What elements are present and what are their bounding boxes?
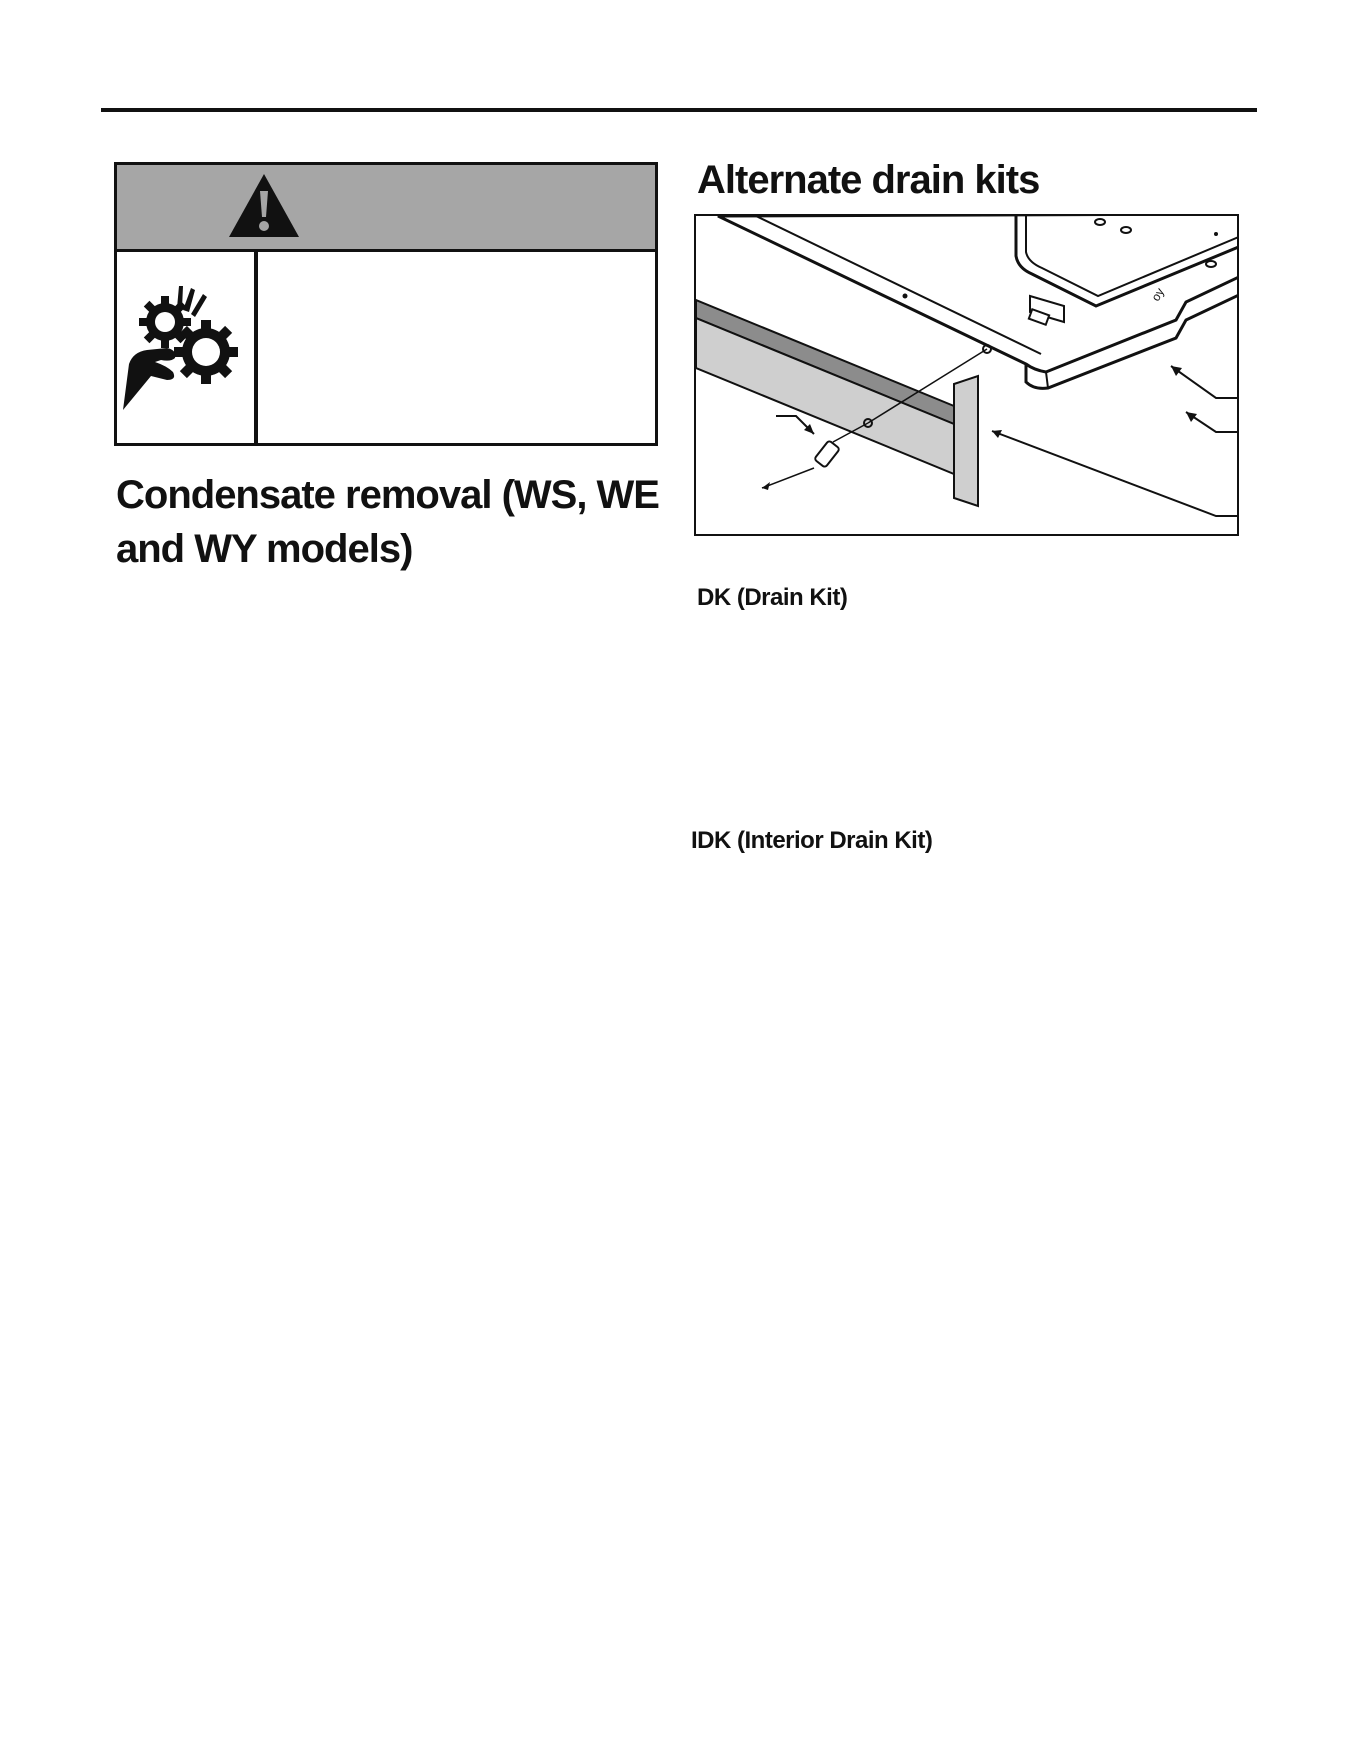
drain-kit-figure [694, 214, 1239, 536]
warning-pictogram-cell [117, 252, 258, 443]
heading-idk-interior-drain-kit: IDK (Interior Drain Kit) [691, 827, 933, 854]
svg-text:oy: oy [1148, 285, 1167, 304]
heading-dk-drain-kit: DK (Drain Kit) [697, 584, 848, 611]
warning-triangle-icon [226, 171, 302, 241]
heading-condensate-removal: Condensate removal (WS, WE and WY models) [116, 473, 659, 571]
top-rule [101, 108, 1257, 112]
warning-text-cell [258, 252, 655, 443]
warning-banner [117, 165, 655, 252]
drain-kit-illustration [696, 216, 1239, 536]
warning-box [114, 162, 658, 446]
heading-alternate-drain-kits: Alternate drain kits [697, 158, 1040, 202]
hand-entanglement-gears-icon [121, 280, 249, 412]
